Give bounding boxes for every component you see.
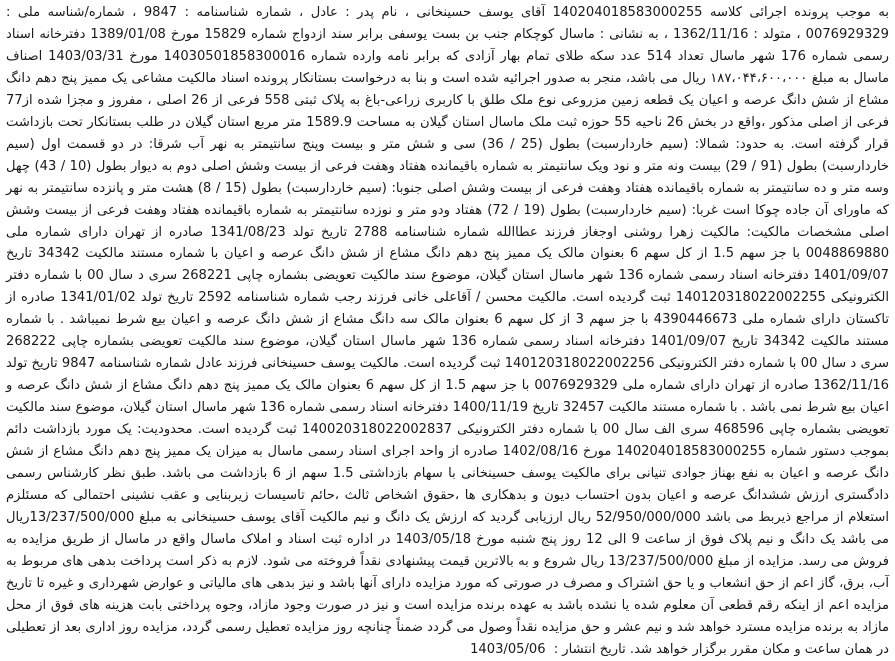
publication-date: 1403/05/06 xyxy=(470,641,546,657)
notice-body-text: به موجب پرونده اجرائی کلاسه 140204018583000255 آقای یوسف حسینخانی ، نام پدر : عادل ، شماره شناسنامه : 9847 ، شماره/شناسه ملی : 0076929329 ، متولد : 1362/11/16 ، به نشانی : ماسال کوچکام جنب بن بست یوسفی برابر سند ازدواج شماره 15829 مورخ 1389/01/08 دفترخانه اسناد رسمی شماره 176 شهر ماسال تعداد 514 عدد سکه طلای تمام بهار آزادی که برابر نامه وارده شماره 14030501858300016 مورخ 1403/03/31 اصناف ماسال به مبلغ ۱۸۷،۰۴۴،۶۰۰،۰۰۰ ریال می باشد، منجر به صدور اجرائیه شده است و بنا به درخواست بستانکار پرونده اسناد مالکیت مشاعی یک ممیز پنج دهم دانگ مشاع از شش دانگ عرصه و اعیان یک قطعه زمین مزروعی نوع ملک طلق با کاربری زراعی-باغ به پلاک ثبتی 558 فرعی از 26 اصلی ، مفروز و مجزا شده از77 فرعی از اصلی مذکور ،واقع در بخش 26 ناحیه 55 حوزه ثبت ملک ماسال استان گیلان به مساحت 1589.9 متر مربع استان گیلان در طلب بستانکار تحت بازداشت قرار گرفته است. به حدود: شمالا: (سیم خاردارسبت) بطول (25 / 36) سی و شش متر و بیست وپنج سانتیمتر به نهر آب شرقا: در دو قسمت اول (سیم خاردارسبت) بطول (91 / 29) بیست ونه متر و نود ویک سانتیمتر به شماره باقیمانده هفتاد وهفت فرعی از بیست وشش اصلی دوم به دیوار بطول (10 / 43) چهل وسه متر و ده سانتیمتر به شماره باقیمانده هفتاد وهفت فرعی از بیست وشش اصلی جنوبا: (سیم خاردارسبت) بطول (15 / 8) هشت متر و پانزده سانتیمتر به نهر که ماورای آن جاده چوکا است غربا: (سیم خاردارسبت) بطول (19 / 72) هفتاد ودو متر و نوزده سانتیمتر به شماره باقیمانده هفتاد وهفت فرعی از بیست وشش اصلی مشخصات مالکیت: مالکیت زهرا روشنی اوجغاز فرزند عطاالله شماره شناسنامه 2788 تاریخ تولد 1341/08/23 صادره از تهران دارای شماره ملی 0048869880 با جز سهم 1.5 از کل سهم 6 بعنوان مالک یک ممیز پنج دهم دانگ مشاع از شش دانگ عرصه و اعیان با شماره مستند مالکیت 34342 تاریخ 1401/09/07 دفترخانه اسناد رسمی شماره 136 شهر ماسال استان گیلان، موضوع سند مالکیت تعویضی بشماره چاپی 268221 سری د سال 00 با شماره دفتر الکترونیکی 140120318022002255 ثبت گردیده است. مالکیت محسن / آقاعلی خانی فرزند رجب شماره شناسنامه 2592 تاریخ تولد 1341/01/02 صادره از تاکستان دارای شماره ملی 4390446673 با جز سهم 3 از کل سهم 6 بعنوان مالک سه دانگ مشاع از شش دانگ عرصه و اعیان بیع شرط نمیباشد . با شماره مستند مالکیت 34342 تاریخ 1401/09/07 دفترخانه اسناد رسمی شماره 136 شهر ماسال استان گیلان، موضوع سند مالکیت تعویضی بشماره چاپی 268222 سری د سال 00 با شماره دفتر الکترونیکی 140120318022002256 ثبت گردیده است. مالکیت یوسف حسینخانی فرزند عادل شماره شناسنامه 9847 تاریخ تولد 1362/11/16 صادره از تهران دارای شماره ملی 0076929329 با جز سهم 1.5 از کل سهم 6 بعنوان مالک یک ممیز پنج دهم دانگ مشاع از شش دانگ عرصه و اعیان بیع شرط نمی باشد . با شماره مستند مالکیت 32457 تاریخ 1400/11/19 دفترخانه اسناد رسمی شماره 136 شهر ماسال استان گیلان، موضوع سند مالکیت تعویضی بشماره چاپی 468596 سری الف سال 00 با شماره دفتر الکترونیکی 140020318022002837 ثبت گردیده است. محدودیت: یک مورد بازداشت دائم بموجب دستور شماره 140204018583000255 مورخ 1402/08/16 صادره از واحد اجرای اسناد رسمی ماسال به میزان یک ممیز پنج دهم دانگ مشاع از شش دانگ عرصه و اعیان به نفع بهناز جوادی تنیانی برای مالکیت یوسف حسینخانی با سهام بازداشتی 1.5 سهم از 6 بازداشت می باشد. طبق نظر کارشناس رسمی دادگستری ارزش ششدانگ عرصه و اعیان بدون احتساب دیون و بدهکاری ها ،حقوق اشخاص ثالث ،حائم تاسیسات زیربنایی و عقب نشینی احتمالی که مسئلزم استعلام از مراجع ذیربط می باشد 52/950/000/000 ریال ارزیابی گردید که ارزش یک دانگ و نیم مالکیت آقای یوسف حسینخانی به مبلغ 13/237/500/000ریال می باشد یک دانگ و نیم پلاک فوق از ساعت 9 الی 12 روز پنج شنبه مورخ 1403/05/18 در اداره ثبت اسناد و املاک ماسال واقع در ماسال از طریق مزایده به فروش می رسد. مزایده از مبلغ 13/237/500/000 ریال شروع و به بالاترین قیمت پیشنهادی نقداً فروخته می شود. لازم به ذکر است پرداخت بدهی های مربوط به آب، برق، گاز اعم از حق انشعاب و یا حق اشتراک و مصرف در صورتی که مورد مزایده دارای آنها باشد و نیز بدهی های مالیاتی و عوارض شهرداری و غیره تا تاریخ مزایده اعم از اینکه رقم قطعی آن معلوم شده یا نشده باشد به عهده برنده مزایده است و نیز در صورت وجود مازاد، وجوه پرداختی بابت هزینه های فوق از محل مازاد به برنده مزایده مسترد خواهد شد و نیم عشر و حق مزایده نقداً وصول می گردد ضمناً چنانچه روز مزایده تعطیل رسمی گردد، مزایده روز اداری بعد از تعطیلی در همان ساعت و مکان مقرر برگزار خواهد شد. تاریخ انتشار : xyxy=(6,5,890,657)
